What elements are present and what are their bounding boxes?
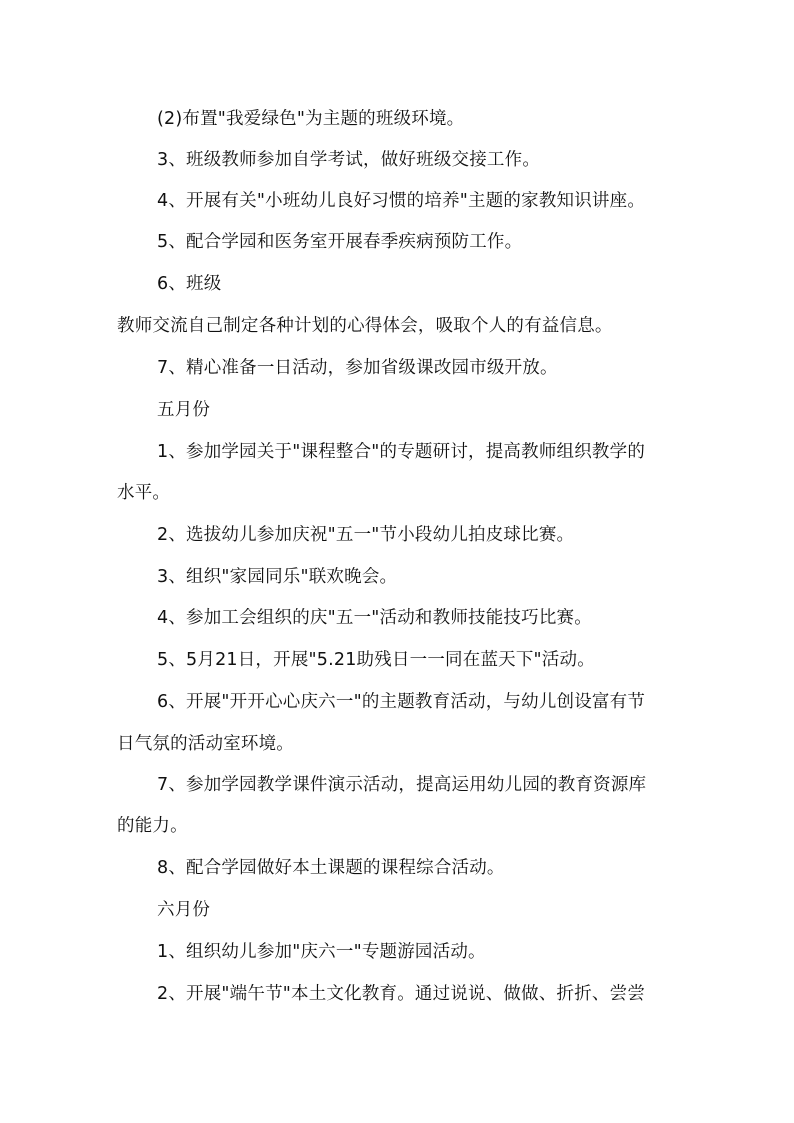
text-line: 8、配合学园做好本土课题的课程综合活动。 [157,858,505,878]
text-line: 6、班级 [157,274,222,294]
text-line: 7、参加学园教学课件演示活动，提高运用幼儿园的教育资源库 [157,775,647,795]
text-line: 教师交流自己制定各种计划的心得体会，吸取个人的有益信息。 [117,316,613,336]
text-line: 的能力。 [117,816,188,836]
text-line: 3、组织"家园同乐"联欢晚会。 [157,567,398,587]
section-heading-june: 六月份 [157,900,211,920]
text-line: 7、精心准备一日活动，参加省级课改园市级开放。 [157,358,558,378]
text-line: 2、开展"端午节"本土文化教育。通过说说、做做、折折、尝尝 [157,984,646,1004]
text-line: 5、配合学园和医务室开展春季疾病预防工作。 [157,232,523,252]
text-line: 1、参加学园关于"课程整合"的专题研讨，提高教师组织教学的 [157,442,646,462]
text-line: 1、组织幼儿参加"庆六一"专题游园活动。 [157,942,486,962]
text-line: 2、选拔幼儿参加庆祝"五一"节小段幼儿拍皮球比赛。 [157,525,575,545]
text-line: 水平。 [117,483,171,503]
text-line: 4、参加工会组织的庆"五一"活动和教师技能技巧比赛。 [157,608,592,628]
text-line: 5、5月21日，开展"5.21助残日一一同在蓝天下"活动。 [157,650,595,670]
text-line: (2)布置"我爱绿色"为主题的班级环境。 [157,109,465,129]
text-line: 6、开展"开开心心庆六一"的主题教育活动，与幼儿创设富有节 [157,692,646,712]
text-line: 4、开展有关"小班幼儿良好习惯的培养"主题的家教知识讲座。 [157,191,646,211]
text-line: 日气氛的活动室环境。 [117,734,294,754]
text-line: 3、班级教师参加自学考试，做好班级交接工作。 [157,150,541,170]
section-heading-may: 五月份 [157,400,211,420]
